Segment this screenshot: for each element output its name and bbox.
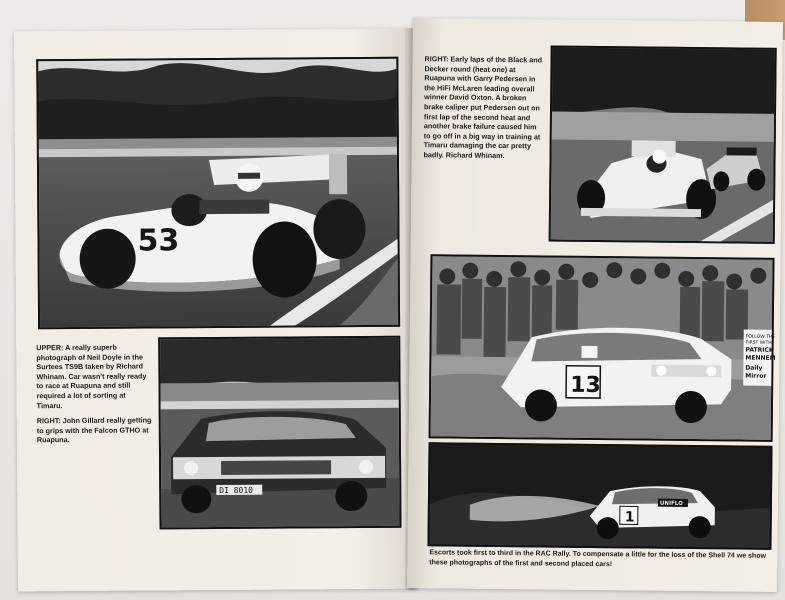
sponsor-uniflo: UNIFLO <box>659 500 683 507</box>
caption-upper-text: A really superb photograph of Neil Doyle in the Surtees TS9B taken by Richard Whinam. Car wasn't really ready to race at Ruapuna and still required a lot of sorting at Timaru. <box>36 342 147 410</box>
magazine-page-right <box>407 18 783 592</box>
car-number-53: 53 <box>137 223 180 259</box>
sign-line-3: PATRICK <box>745 346 774 354</box>
photo-falcon-gtho <box>158 336 401 530</box>
photo-mclaren <box>549 46 777 244</box>
photo-escort-1 <box>427 442 772 550</box>
sign-line-4: MENNEM <box>745 354 776 362</box>
caption-mclaren-block <box>424 54 545 161</box>
escort-number-1: 1 <box>624 509 635 526</box>
plate-text: DI 8010 <box>219 485 254 495</box>
caption-upper-block <box>36 342 152 445</box>
caption-right <box>37 416 152 446</box>
photo-falcon-gtho-image <box>160 338 399 528</box>
photo-mclaren-image <box>551 48 775 242</box>
photo-surtees-53-image <box>38 59 398 327</box>
photo-escort-13-image <box>431 256 776 440</box>
photo-surtees-53 <box>36 57 400 330</box>
caption-right-lead: RIGHT: <box>36 416 61 426</box>
sign-line-2: FIRST WITH <box>745 340 772 346</box>
caption-upper-lead: UPPER: <box>36 343 64 353</box>
sign-line-1: FOLLOW THE <box>745 334 776 340</box>
magazine-page-left <box>14 29 417 592</box>
caption-right-text: John Gillard really getting to grips with the Falcon GTHO at Ruapuna. <box>36 415 152 445</box>
photo-escort-1-image <box>429 444 770 548</box>
photo-escort-13 <box>429 254 775 442</box>
sign-line-6: Mirror <box>745 372 767 380</box>
caption-upper <box>36 342 151 410</box>
caption-mclaren-text: Early laps of the Black and Decker round (heat one) at Ruapuna with Garry Pedersen in the HiFi McLaren leading overall winner David Oxton. A broken brake caliper put Pedersen out on first lap of the second heat and another brake failure caused him to go off in a big way in training at Timaru damaging the car pretty badly. Richard Whinam. <box>423 54 543 160</box>
footer-caption: Escorts took first to third in the RAC Rally. To compensate a little for the loss of the Shell 74 we show these photographs of the first and second placed cars! <box>429 549 766 569</box>
caption-mclaren <box>424 54 545 161</box>
escort-number-13: 13 <box>570 372 601 399</box>
caption-mclaren-lead: RIGHT: <box>424 54 449 64</box>
sign-line-5: Daily <box>745 364 763 372</box>
